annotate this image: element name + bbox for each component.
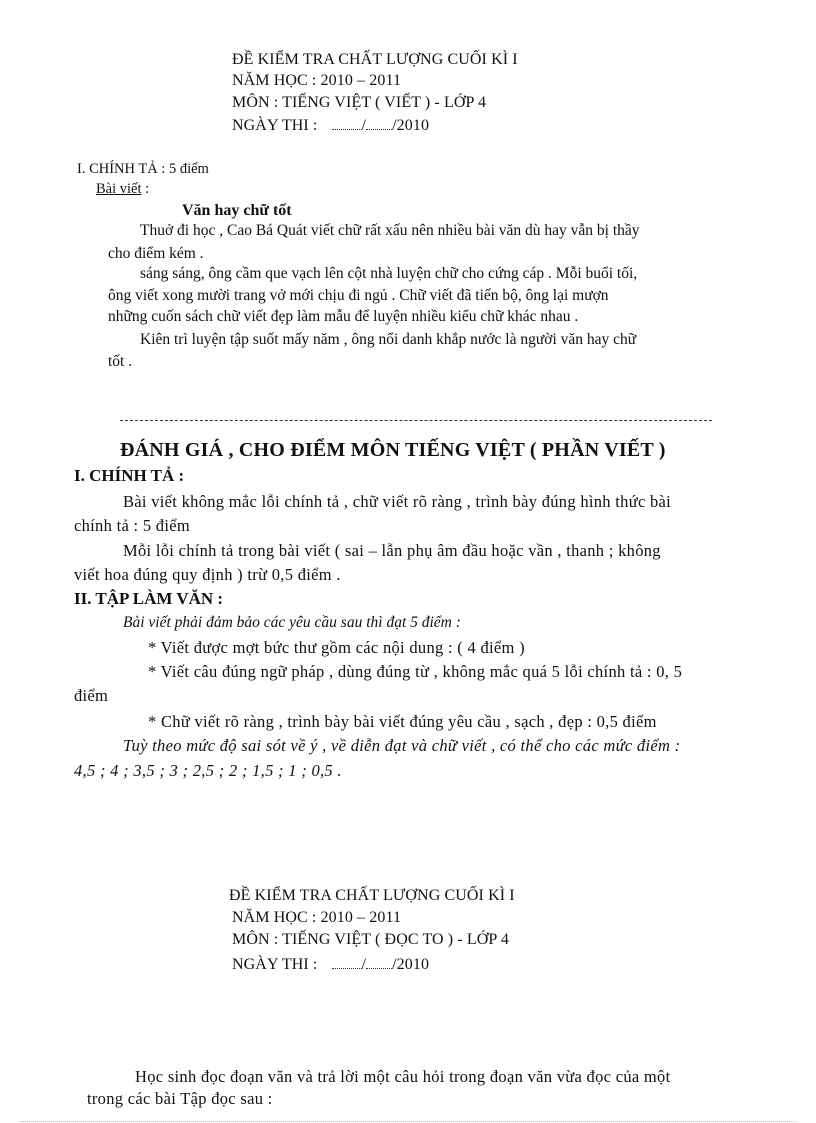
header2-subject: MÔN : TIẾNG VIỆT ( ĐỌC TO ) - LỚP 4	[232, 931, 509, 948]
reading-line-2: trong các bài Tập đọc sau :	[87, 1089, 273, 1108]
bai-viet-line	[96, 180, 149, 198]
header2-title: ĐỀ KIỂM TRA CHẤT LƯỢNG CUỐI KÌ I	[229, 887, 515, 904]
bai-viet-colon: :	[141, 181, 150, 197]
grading-s2-bullet-2-cont: điểm	[74, 686, 109, 705]
header1-date-sep: /	[361, 117, 367, 134]
grading-s1-line-2: chính tả : 5 điểm	[74, 516, 190, 535]
passage-line-1: Thuở đi học , Cao Bá Quát viết chữ rất xấu nên nhiều bài văn dù hay vẫn bị thầy	[140, 222, 640, 239]
grading-s2-bullet-2: * Viết câu đúng ngữ pháp , dùng đúng từ , không mắc quá 5 lỗi chính tả : 0, 5	[148, 662, 683, 681]
header1-date-label: NGÀY THI :	[232, 117, 318, 134]
grading-s2-bullet-1: * Viết được mợt bức thư gồm các nội dung : ( 4 điểm )	[148, 638, 525, 657]
grading-s1-line-3: Mỗi lỗi chính tả trong bài viết ( sai – lẫn phụ âm đầu hoặc vần , thanh ; không	[123, 541, 661, 560]
grading-s2-intro: Bài viết phải đảm bảo các yêu cầu sau thì đạt 5 điểm :	[123, 614, 461, 631]
passage-line-5: những cuốn sách chữ viết đẹp làm mẫu để luyện nhiều kiểu chữ khác nhau .	[108, 308, 579, 325]
bai-viet-label: Bài viết	[96, 181, 142, 197]
header2-date-sep: /	[361, 956, 367, 973]
header1-subject: MÔN : TIẾNG VIỆT ( VIẾT ) - LỚP 4	[232, 94, 487, 111]
header1-exam-date	[232, 116, 429, 136]
passage-title: Văn hay chữ tốt	[182, 202, 292, 219]
grading-s1-line-4: viết hoa đúng quy định ) trừ 0,5 điểm .	[74, 565, 341, 584]
date-blank-month	[366, 125, 392, 130]
date2-blank-month	[366, 964, 392, 969]
passage-line-7: tốt .	[108, 353, 133, 370]
reading-line-1: Học sinh đọc đoạn văn và trả lời một câu hỏi trong đoạn văn vừa đọc của một	[135, 1067, 671, 1086]
grading-s1-heading: I. CHÍNH TẢ :	[74, 466, 185, 485]
header1-school-year: NĂM HỌC : 2010 – 2011	[232, 72, 402, 89]
passage-line-4: ông viết xong mười trang vở mới chịu đi ngủ . Chữ viết đã tiến bộ, ông lại mượn	[108, 287, 609, 304]
grading-title: ĐÁNH GIÁ , CHO ĐIỂM MÔN TIẾNG VIỆT ( PHẦN VIẾT )	[120, 439, 666, 461]
header1-title: ĐỀ KIỂM TRA CHẤT LƯỢNG CUỐI KÌ I	[232, 51, 518, 68]
page-bottom-dotted-rule	[20, 1121, 796, 1122]
date-blank-day	[332, 125, 362, 130]
dashed-separator	[120, 420, 712, 421]
header2-exam-date	[232, 955, 429, 975]
date2-blank-day	[332, 964, 362, 969]
grading-s2-bullet-3: * Chữ viết rõ ràng , trình bày bài viết đúng yêu cầu , sạch , đẹp : 0,5 điểm	[148, 712, 657, 731]
header2-date-year: /2010	[392, 956, 430, 973]
grading-s1-line-1: Bài viết không mắc lỗi chính tả , chữ viết rõ ràng , trình bày đúng hình thức bài	[123, 492, 672, 511]
header2-school-year: NĂM HỌC : 2010 – 2011	[232, 909, 402, 926]
dictation-heading: I. CHÍNH TẢ : 5 điểm	[77, 161, 209, 177]
grading-note-line-1: Tuỳ theo mức độ sai sót về ý , về diễn đạt và chữ viết , có thể cho các mức điểm :	[123, 736, 681, 755]
grading-note-line-2: 4,5 ; 4 ; 3,5 ; 3 ; 2,5 ; 2 ; 1,5 ; 1 ; 0,5 .	[74, 761, 342, 780]
passage-line-2: cho điểm kém .	[108, 245, 204, 262]
header1-date-year: /2010	[392, 117, 430, 134]
header2-date-label: NGÀY THI :	[232, 956, 318, 973]
grading-s2-heading: II. TẬP LÀM VĂN :	[74, 589, 224, 608]
passage-line-3: sáng sáng, ông cầm que vạch lên cột nhà luyện chữ cho cứng cáp . Mỗi buổi tối,	[140, 265, 638, 282]
passage-line-6: Kiên trì luyện tập suốt mấy năm , ông nổi danh khắp nước là người văn hay chữ	[140, 331, 637, 348]
